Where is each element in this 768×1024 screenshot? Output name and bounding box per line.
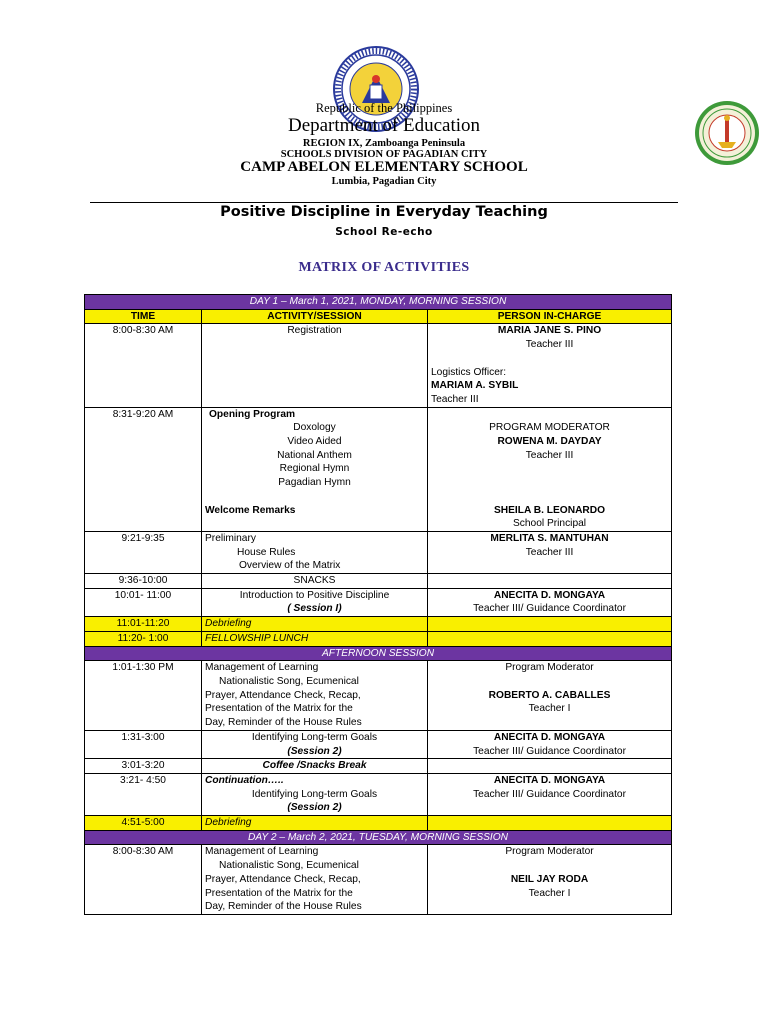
- person-cell: [428, 759, 672, 774]
- republic-line: Republic of the Philippines: [315, 101, 453, 115]
- table-row: [85, 407, 672, 531]
- activity-line: Nationalistic Song, Ecumenical: [219, 675, 359, 687]
- activity-line: Continuation…..: [205, 774, 284, 786]
- time-cell: 8:31-9:20 AM: [85, 407, 202, 531]
- person-name: SHEILA B. LEONARDO: [493, 504, 606, 516]
- activity-line: Regional Hymn: [279, 463, 350, 475]
- time-cell: 1:01-1:30 PM: [85, 661, 202, 731]
- column-header-row: [85, 309, 672, 324]
- activity-line: Doxology: [293, 422, 336, 434]
- col-time: TIME: [85, 309, 202, 324]
- activity-line: Opening Program: [209, 408, 296, 420]
- person-title: Teacher III/ Guidance Coordinator: [473, 745, 626, 757]
- school-address: Lumbia, Pagadian City: [331, 176, 437, 187]
- activity-line: Management of Learning: [205, 662, 319, 674]
- day2-header-row: [85, 830, 672, 845]
- person-role: Program Moderator: [505, 846, 594, 858]
- person-name: MARIA JANE S. PINO: [497, 325, 602, 337]
- person-title: School Principal: [512, 518, 587, 530]
- person-title: Teacher III: [431, 393, 479, 405]
- col-activity: ACTIVITY/SESSION: [202, 309, 428, 324]
- person-title: Teacher III: [525, 449, 574, 461]
- table-row: [85, 661, 672, 731]
- table-row: [85, 845, 672, 915]
- person-name: ANECITA D. MONGAYA: [493, 774, 606, 786]
- activity-line: Overview of the Matrix: [239, 560, 341, 572]
- activity-line: Welcome Remarks: [205, 504, 296, 516]
- person-role: PROGRAM MODERATOR: [489, 422, 610, 434]
- activity-line: Presentation of the Matrix for the: [205, 887, 353, 899]
- person-name: ANECITA D. MONGAYA: [493, 589, 606, 601]
- activity-cell: Registration: [202, 324, 428, 407]
- table-row: [85, 730, 672, 758]
- time-cell: 9:36-10:00: [85, 574, 202, 589]
- activity-line: ( Session I): [287, 603, 342, 615]
- time-cell: 8:00-8:30 AM: [85, 845, 202, 915]
- person-cell: [428, 845, 672, 915]
- afternoon-header: AFTERNOON SESSION: [85, 646, 672, 661]
- person-title: Teacher I: [528, 703, 571, 715]
- activity-line: Day, Reminder of the House Rules: [205, 717, 362, 729]
- activity-line: (Session 2): [287, 802, 342, 814]
- activity-line: Management of Learning: [205, 846, 319, 858]
- person-cell: [428, 730, 672, 758]
- activities-table: [84, 294, 672, 915]
- table-row: [85, 617, 672, 632]
- person-cell: [428, 324, 672, 407]
- person-title: Teacher I: [528, 887, 571, 899]
- person-name: ROWENA M. DAYDAY: [497, 436, 602, 448]
- activity-line: National Anthem: [277, 449, 352, 461]
- activity-line: Prayer, Attendance Check, Recap,: [205, 689, 361, 701]
- person-name: ROBERTO A. CABALLES: [488, 689, 611, 701]
- time-cell: 1:31-3:00: [85, 730, 202, 758]
- table-row: [85, 531, 672, 573]
- person-cell: [428, 617, 672, 632]
- person-name: MERLITA S. MANTUHAN: [490, 532, 609, 544]
- time-cell: 8:00-8:30 AM: [85, 324, 202, 407]
- activity-cell: [202, 407, 428, 531]
- day2-header: DAY 2 – March 2, 2021, TUESDAY, MORNING SESSION: [85, 830, 672, 845]
- person-name: MARIAM A. SYBIL: [431, 380, 519, 392]
- activity-cell: Debriefing: [202, 617, 428, 632]
- activity-line: Prayer, Attendance Check, Recap,: [205, 873, 361, 885]
- person-cell: [428, 773, 672, 815]
- person-cell: [428, 661, 672, 731]
- activity-line: Presentation of the Matrix for the: [205, 703, 353, 715]
- day1-header: DAY 1 – March 1, 2021, MONDAY, MORNING SESSION: [85, 295, 672, 310]
- person-cell: [428, 631, 672, 646]
- activity-cell: [202, 773, 428, 815]
- activity-line: Video Aided: [287, 436, 342, 448]
- activity-cell: Coffee /Snacks Break: [202, 759, 428, 774]
- activity-line: (Session 2): [287, 745, 342, 757]
- department-name: Department of Education: [287, 115, 481, 136]
- activity-cell: SNACKS: [202, 574, 428, 589]
- person-cell: [428, 531, 672, 573]
- activity-cell: [202, 531, 428, 573]
- activity-cell: [202, 730, 428, 758]
- school-name: CAMP ABELON ELEMENTARY SCHOOL: [240, 159, 528, 175]
- day1-header-row: [85, 295, 672, 310]
- table-row: [85, 759, 672, 774]
- table-row: [85, 816, 672, 831]
- header-divider: [90, 202, 678, 203]
- table-row: [85, 324, 672, 407]
- division-line: SCHOOLS DIVISION OF PAGADIAN CITY: [280, 149, 488, 160]
- activity-cell: [202, 661, 428, 731]
- time-cell: 3:21- 4:50: [85, 773, 202, 815]
- activity-cell: Debriefing: [202, 816, 428, 831]
- time-cell: 9:21-9:35: [85, 531, 202, 573]
- activity-line: Identifying Long-term Goals: [251, 788, 378, 800]
- document-title: Positive Discipline in Everyday Teaching: [220, 204, 548, 220]
- person-role: Program Moderator: [505, 662, 594, 674]
- person-name: NEIL JAY RODA: [510, 873, 589, 885]
- person-cell: [428, 407, 672, 531]
- activity-line: Pagadian Hymn: [278, 477, 351, 489]
- person-title: Teacher III/ Guidance Coordinator: [473, 788, 626, 800]
- activity-line: Nationalistic Song, Ecumenical: [219, 860, 359, 872]
- afternoon-header-row: [85, 646, 672, 661]
- activity-line: Identifying Long-term Goals: [251, 731, 378, 743]
- person-cell: [428, 816, 672, 831]
- person-title: Teacher III: [525, 339, 574, 351]
- time-cell: 4:51-5:00: [85, 816, 202, 831]
- region-line: REGION IX, Zamboanga Peninsula: [302, 138, 466, 149]
- document-subtitle: School Re-echo: [335, 226, 433, 238]
- person-title: Teacher III: [525, 546, 574, 558]
- time-cell: 11:01-11:20: [85, 617, 202, 632]
- activity-cell: [202, 588, 428, 616]
- person-role: Logistics Officer:: [431, 366, 507, 378]
- activity-line: Preliminary: [205, 532, 256, 544]
- person-cell: [428, 588, 672, 616]
- time-cell: 11:20- 1:00: [85, 631, 202, 646]
- col-person: PERSON IN-CHARGE: [428, 309, 672, 324]
- table-row: [85, 588, 672, 616]
- person-cell: [428, 574, 672, 589]
- matrix-title: MATRIX OF ACTIVITIES: [298, 260, 470, 275]
- person-name: ANECITA D. MONGAYA: [493, 731, 606, 743]
- time-cell: 10:01- 11:00: [85, 588, 202, 616]
- time-cell: 3:01-3:20: [85, 759, 202, 774]
- activity-line: Day, Reminder of the House Rules: [205, 901, 362, 913]
- activity-cell: [202, 845, 428, 915]
- table-row: [85, 631, 672, 646]
- activity-line: House Rules: [237, 546, 296, 558]
- person-title: Teacher III/ Guidance Coordinator: [473, 603, 626, 615]
- table-row: [85, 773, 672, 815]
- table-row: [85, 574, 672, 589]
- activity-cell: FELLOWSHIP LUNCH: [202, 631, 428, 646]
- activity-line: Introduction to Positive Discipline: [239, 589, 390, 601]
